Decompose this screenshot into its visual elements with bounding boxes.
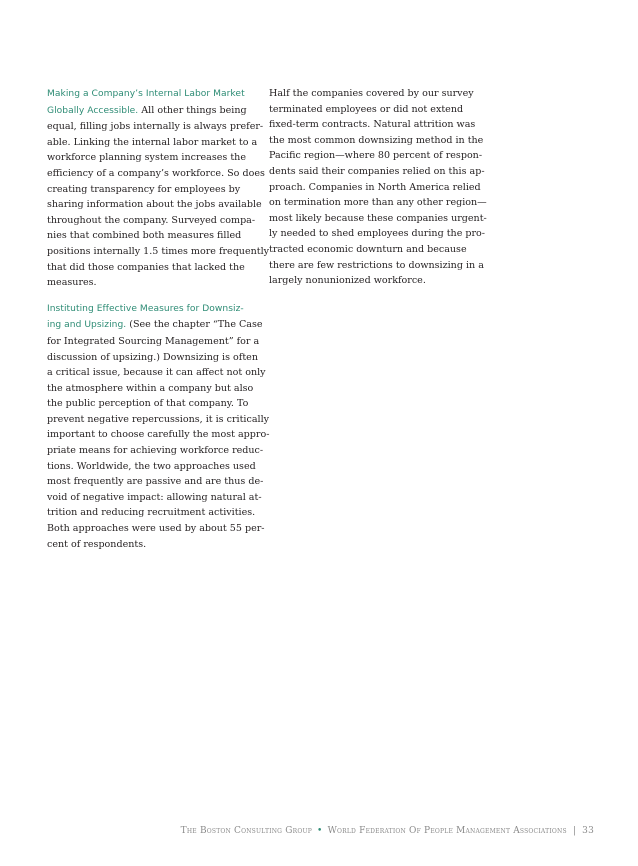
body-text-line: measures. [47, 277, 97, 289]
body-text-line: tracted economic downturn and because [269, 243, 467, 255]
body-text-line: workforce planning system increases the [47, 152, 246, 164]
section-heading: Making a Company’s Internal Labor Market [47, 89, 245, 99]
body-text-line: tions. Worldwide, the two approaches used [47, 460, 256, 472]
body-text-line: void of negative impact: allowing natural at- [47, 491, 262, 503]
footer-org-bcg: The Boston Consulting Group [180, 826, 312, 836]
body-text-line: equal, filling jobs internally is always prefer- [47, 121, 264, 133]
body-text-line: ly needed to shed employees during the pro- [269, 228, 486, 240]
body-text-line: creating transparency for employees by [47, 183, 241, 195]
section-heading: Instituting Effective Measures for Downsiz- [47, 303, 244, 314]
footer-org-wfpma: World Federation Of People Management Associations [327, 826, 567, 836]
body-text-line: priate means for achieving workforce reduc- [47, 445, 264, 457]
body-text-line: dents said their companies relied on this ap- [269, 165, 485, 177]
body-text-line: throughout the company. Surveyed compa- [47, 214, 256, 226]
body-text-line: important to choose carefully the most appro- [47, 429, 270, 441]
body-text-line: trition and reducing recruitment activities. [47, 507, 256, 519]
body-text-line: the atmosphere within a company but also [47, 382, 254, 394]
body-text-line: terminated employees or did not extend [269, 103, 464, 115]
body-text-line: Half the companies covered by our survey [269, 88, 474, 99]
body-text-line: discussion of upsizing.) Downsizing is often [47, 351, 258, 363]
body-text-line: a critical issue, because it can affect not only [47, 367, 266, 379]
paragraph-downsizing-regions [269, 86, 487, 289]
footer-separator: | [572, 826, 577, 836]
body-text-line: the public perception of that company. To [47, 398, 249, 410]
paragraph-line [47, 317, 261, 334]
body-text-line: prevent negative repercussions, it is critically [47, 413, 270, 425]
paragraph-line [47, 86, 261, 103]
body-text-line: Pacific region—where 80 percent of respon- [269, 150, 483, 162]
body-text: All other things being [138, 104, 247, 116]
body-text-line: cent of respondents. [47, 538, 147, 550]
body-text-line: sharing information about the jobs available [47, 199, 262, 211]
body-text-line: nies that combined both measures filled [47, 230, 242, 242]
footer-bullet: • [317, 826, 323, 836]
section-effective-downsizing-measures [47, 301, 270, 553]
body-text-line: fixed-term contracts. Natural attrition was [269, 119, 476, 131]
paragraph-line [47, 103, 261, 120]
left-column [47, 86, 270, 552]
body-text-line: on termination more than any other region— [269, 197, 487, 209]
body-text: (See the chapter “The Case [126, 319, 263, 331]
body-text-line: Both approaches were used by about 55 per- [47, 523, 265, 535]
body-text-line: for Integrated Sourcing Management” for a [47, 335, 260, 347]
body-text-line: the most common downsizing method in the [269, 134, 484, 146]
section-heading: ing and Upsizing. [47, 320, 127, 331]
body-text-line: that did those companies that lacked the [47, 261, 245, 273]
body-text-line: there are few restrictions to downsizing in a [269, 259, 484, 271]
page-number: 33 [582, 826, 594, 836]
section-heading: Globally Accessible. [47, 105, 139, 116]
section-making-labor-market-accessible [47, 86, 270, 291]
body-text-line: efficiency of a company’s workforce. So does [47, 167, 265, 179]
body-text-line: proach. Companies in North America relied [269, 181, 481, 193]
body-text-line: largely nonunionized workforce. [269, 275, 426, 287]
right-column [269, 86, 487, 289]
paragraph-line [47, 301, 261, 318]
page-footer [181, 826, 594, 836]
body-text-line: positions internally 1.5 times more frequently [47, 245, 270, 257]
body-text-line: able. Linking the internal labor market to a [47, 136, 258, 148]
body-text-line: most likely because these companies urgent- [269, 212, 487, 224]
body-text-line: most frequently are passive and are thus de- [47, 476, 264, 488]
